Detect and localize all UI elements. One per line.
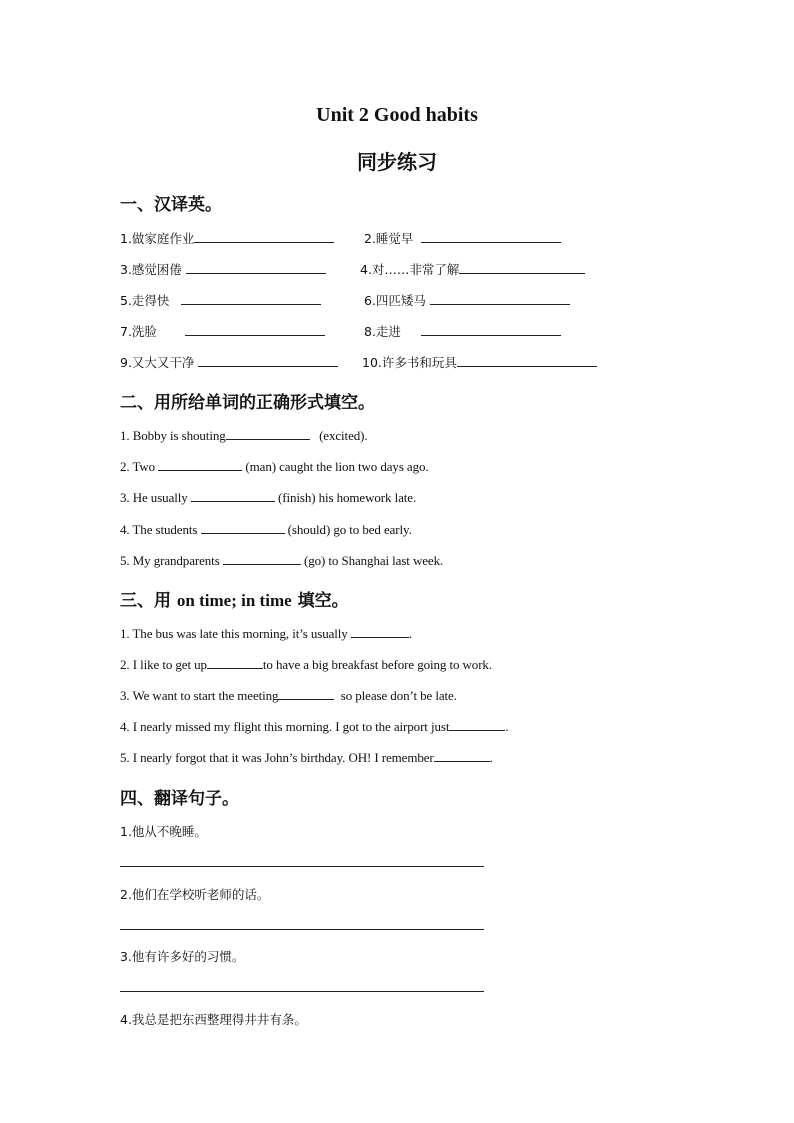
s1-item-2 xyxy=(364,229,561,247)
s1-item-4 xyxy=(360,260,585,278)
s2-item-4-blank[interactable] xyxy=(201,521,285,534)
s2-item-4-text: 4. The students xyxy=(120,522,198,537)
s2-item-5 xyxy=(120,552,443,569)
s4-item-4: 4.我总是把东西整理得井井有条。 xyxy=(120,1012,307,1027)
s4-answer-line-2[interactable] xyxy=(120,929,484,930)
s1-item-4-label: 4.对……非常了解 xyxy=(360,262,460,277)
s1-item-9-blank[interactable] xyxy=(198,354,338,367)
s2-item-3-hint: (finish) his homework late. xyxy=(277,490,417,505)
s2-item-2-text: 2. Two xyxy=(120,459,156,474)
s1-item-6 xyxy=(364,291,570,309)
s3-item-4-text: 4. I nearly missed my flight this morning. I got to the airport just xyxy=(120,719,450,734)
s3-item-2-blank[interactable] xyxy=(207,656,263,669)
s3-item-1 xyxy=(120,625,412,642)
s1-item-5-label: 5.走得快 xyxy=(120,293,170,308)
s2-item-5-hint: (go) to Shanghai last week. xyxy=(303,553,444,568)
s2-item-4 xyxy=(120,521,412,538)
s3-item-3-text: 3. We want to start the meeting xyxy=(120,688,279,703)
s1-item-8-label: 8.走进 xyxy=(364,324,401,339)
s1-item-8 xyxy=(364,322,561,340)
s1-item-10-label: 10.许多书和玩具 xyxy=(362,355,457,370)
s2-item-1-blank[interactable] xyxy=(226,427,310,440)
section3-heading-pre: 三、用 xyxy=(120,591,171,611)
section3-heading xyxy=(120,586,349,611)
s3-item-2-end: to have a big breakfast before going to work. xyxy=(262,657,492,672)
section3-heading-mid: on time; in time xyxy=(176,591,292,610)
s1-item-6-label: 6.四匹矮马 xyxy=(364,293,426,308)
s2-item-3-blank[interactable] xyxy=(191,489,275,502)
s3-item-2-text: 2. I like to get up xyxy=(120,657,207,672)
s3-item-2 xyxy=(120,656,492,673)
s1-item-5-blank[interactable] xyxy=(181,292,321,305)
s2-item-5-blank[interactable] xyxy=(223,552,301,565)
s3-item-5 xyxy=(120,749,493,766)
s3-item-4-end: . xyxy=(505,719,509,734)
s1-item-2-blank[interactable] xyxy=(421,230,561,243)
s3-item-3-end: so please don’t be late. xyxy=(340,688,457,703)
s2-item-1-hint: (excited). xyxy=(319,428,368,443)
s1-item-7-label: 7.洗脸 xyxy=(120,324,157,339)
s2-item-3 xyxy=(120,489,416,506)
s1-item-2-label: 2.睡觉早 xyxy=(364,231,414,246)
s1-item-3-label: 3.感觉困倦 xyxy=(120,262,182,277)
s1-item-4-blank[interactable] xyxy=(459,261,585,274)
s3-item-5-blank[interactable] xyxy=(434,749,490,762)
s1-item-9 xyxy=(120,353,338,371)
section4-heading: 四、翻译句子。 xyxy=(120,789,239,809)
s1-item-5 xyxy=(120,291,321,309)
s4-answer-line-3[interactable] xyxy=(120,991,484,992)
s4-answer-line-1[interactable] xyxy=(120,866,484,867)
s3-item-3-blank[interactable] xyxy=(278,687,334,700)
worksheet-title: Unit 2 Good habits xyxy=(316,104,478,126)
s2-item-2-hint: (man) caught the lion two days ago. xyxy=(245,459,429,474)
s1-item-1 xyxy=(120,229,334,247)
s2-item-4-hint: (should) go to bed early. xyxy=(287,522,412,537)
section2-heading: 二、用所给单词的正确形式填空。 xyxy=(120,393,375,413)
s4-item-2: 2.他们在学校听老师的话。 xyxy=(120,887,270,902)
s3-item-3 xyxy=(120,687,457,704)
s3-item-4 xyxy=(120,718,509,735)
worksheet-subtitle: 同步练习 xyxy=(357,150,437,174)
s3-item-5-end: . xyxy=(489,750,493,765)
s1-item-7-blank[interactable] xyxy=(185,323,325,336)
s3-item-5-text: 5. I nearly forgot that it was John’s birthday. OH! I remember xyxy=(120,750,434,765)
s4-item-3: 3.他有许多好的习惯。 xyxy=(120,949,245,964)
s1-item-3-blank[interactable] xyxy=(186,261,326,274)
s1-item-9-label: 9.又大又干净 xyxy=(120,355,195,370)
s2-item-5-text: 5. My grandparents xyxy=(120,553,220,568)
s3-item-1-text: 1. The bus was late this morning, it’s usually xyxy=(120,626,348,641)
s2-item-1 xyxy=(120,427,368,444)
s3-item-4-blank[interactable] xyxy=(449,718,505,731)
s2-item-2-blank[interactable] xyxy=(158,458,242,471)
s1-item-10 xyxy=(362,353,597,371)
s1-item-6-blank[interactable] xyxy=(430,292,570,305)
s2-item-1-text: 1. Bobby is shouting xyxy=(120,428,226,443)
s4-item-1: 1.他从不晚睡。 xyxy=(120,824,207,839)
s3-item-1-blank[interactable] xyxy=(351,625,409,638)
section1-heading: 一、汉译英。 xyxy=(120,195,222,215)
s1-item-1-blank[interactable] xyxy=(194,230,334,243)
s1-item-10-blank[interactable] xyxy=(457,354,597,367)
s2-item-3-text: 3. He usually xyxy=(120,490,188,505)
section3-heading-post: 填空。 xyxy=(297,591,349,611)
s1-item-3 xyxy=(120,260,326,278)
s1-item-1-label: 1.做家庭作业 xyxy=(120,231,195,246)
s1-item-8-blank[interactable] xyxy=(421,323,561,336)
s1-item-7 xyxy=(120,322,325,340)
s3-item-1-end: . xyxy=(408,626,413,641)
s2-item-2 xyxy=(120,458,429,475)
